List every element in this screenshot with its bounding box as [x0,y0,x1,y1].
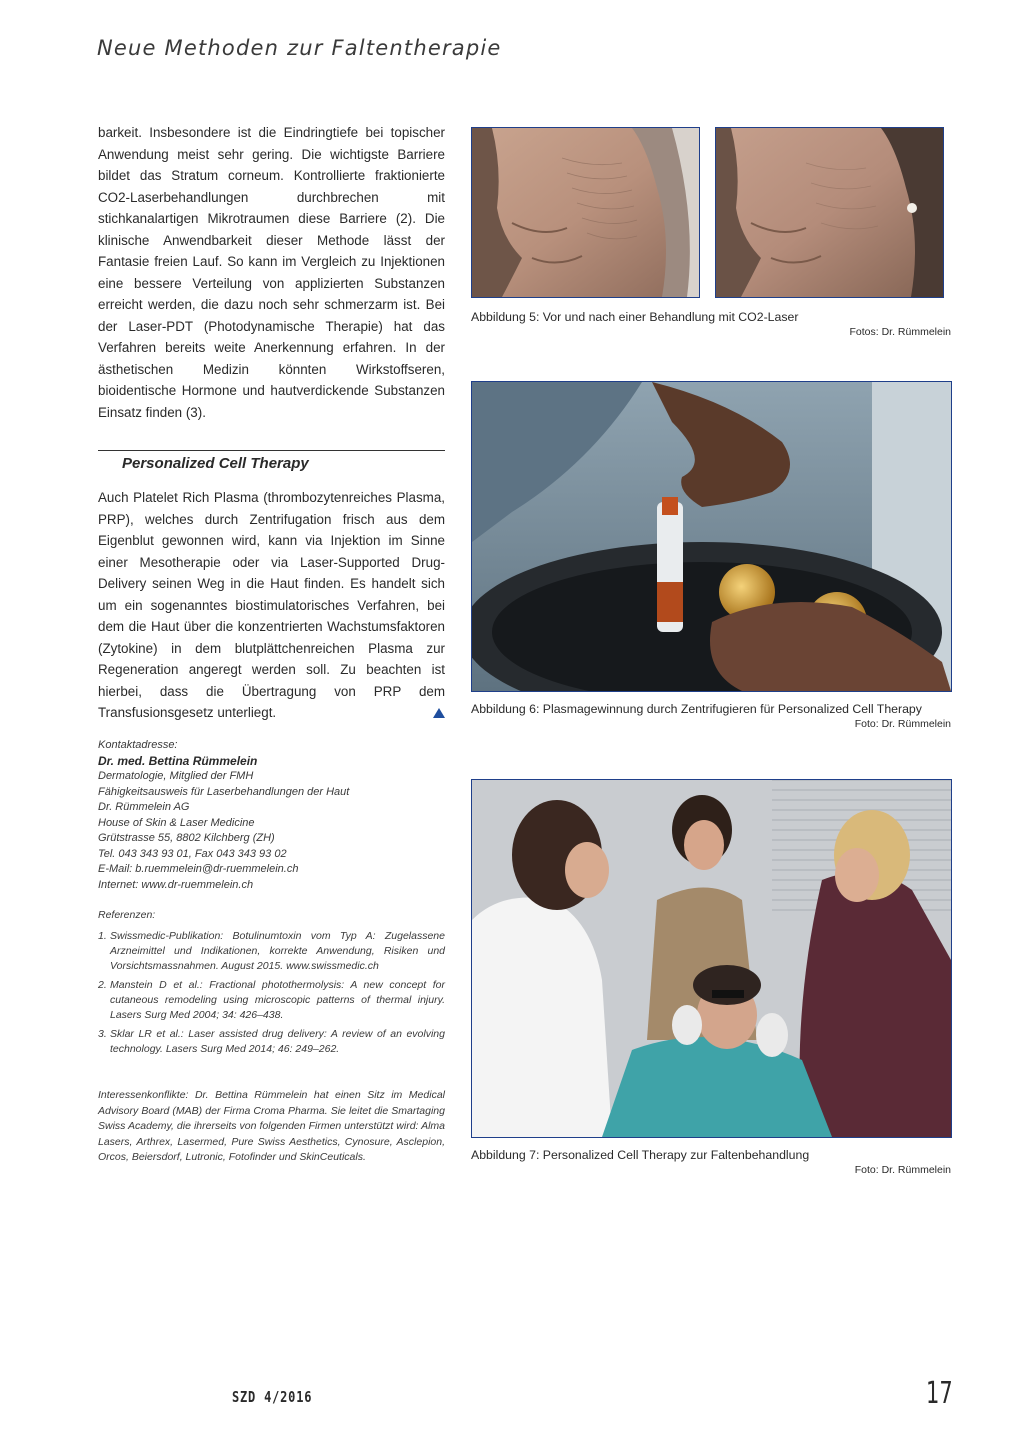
figure-7-credit: Foto: Dr. Rümmelein [854,1164,951,1176]
contact-label: Kontaktadresse: [98,739,178,751]
page-number: 17 [926,1376,953,1411]
section-paragraph-text: Auch Platelet Rich Plasma (thrombozytenreiches Plasma, PRP), welches durch Zentrifugation frisch aus dem Eigenblut gewonnen wird, kann via Injektion im Sinne einer Mesotherapie oder via Laser-Supported Drug-Delivery seinen Weg in die Haut finden. Es handelt sich um ein sogenanntes biostimulatorisches Verfahren, bei dem die Haut über die konzentrierten Wachstumsfaktoren (Zytokine) in dem blutplättchenreichen Plasma zur Regeneration angeregt werden soll. Zu beachten ist hierbei, dass die Übertragung von PRP dem Transfusionsgesetz unterliegt. [98,490,445,720]
figure-7-caption: Abbildung 7: Personalized Cell Therapy zur Faltenbehandlung [471,1148,810,1162]
left-column [98,122,445,423]
reference-number: 3. [98,1028,107,1040]
reference-item [98,929,445,974]
intro-paragraph: barkeit. Insbesondere ist die Eindringtiefe bei topischer Anwendung meist sehr gering. Die wichtigste Barriere bildet das Stratum corneum. Kontrollierte fraktionierte CO2-Laserbehandlungen durchbrechen mit stichkanalartigen Mikrotraumen diese Barriere (2). Die klinische Anwendbarkeit dieser Methode lässt der Fantasie freien Lauf. So kann im Vergleich zu Injektionen eine bessere Verteilung von applizierten Substanzen erreicht werden, die dazu noch sehr schmerzarm ist. Bei der Laser-PDT (Photodynamische Therapie) hat das Verfahren bereits weite Anerkennung erfahren. In der ästhetischen Medizin könnten Wirkstoffseren, bioidentische Hormone und hautverdickende Substanzen Einsatz finden (3). [98,125,445,420]
figure-7-photo [471,779,952,1138]
contact-website[interactable]: Internet: www.dr-ruemmelein.ch [98,878,254,891]
face-before-image [472,128,699,297]
figure-6-photo [471,381,952,692]
reference-number: 2. [98,979,107,991]
section-divider [98,450,445,451]
section-body [98,487,445,724]
reference-number: 1. [98,930,107,942]
centrifuge-image [472,382,951,691]
contact-line: Grütstrasse 55, 8802 Kilchberg (ZH) [98,832,275,844]
end-of-article-triangle-icon [433,708,445,718]
contact-line: Dermatologie, Mitglied der FMH [98,770,254,782]
contact-name: Dr. med. Bettina Rümmelein [98,753,258,768]
section-paragraph [98,487,445,724]
reference-item [98,1027,445,1057]
contact-line: Fähigkeitsausweis für Laserbehandlungen der Haut [98,785,350,798]
reference-text: Sklar LR et al.: Laser assisted drug delivery: A review of an evolving technology. Lasers Surg Med 2014; 46: 249–262. [110,1028,445,1055]
contact-line: Tel. 043 343 93 01, Fax 043 343 93 02 [98,847,287,860]
section-heading: Personalized Cell Therapy [122,455,309,472]
figure-5-after-photo [715,127,944,298]
contact-email[interactable]: E-Mail: b.ruemmelein@dr-ruemmelein.ch [98,863,299,875]
footer-issue: SZD 4/2016 [232,1388,313,1406]
figure-5-credit: Fotos: Dr. Rümmelein [849,326,951,338]
contact-block [98,738,445,893]
figure-5-caption: Abbildung 5: Vor und nach einer Behandlung mit CO2-Laser [471,310,799,324]
running-header: Neue Methoden zur Faltentherapie [97,36,502,60]
treatment-scene-image [472,780,951,1137]
reference-text: Swissmedic-Publikation: Botulinumtoxin vom Typ A: Zugelassene Arzneimittel und Indikationen, korrekte Anwendung, Risiken und Vorsichtsmassnahmen. August 2015. www.swissmedic.ch [110,930,445,972]
figure-5-before-photo [471,127,700,298]
figure-6-credit: Foto: Dr. Rümmelein [854,718,951,730]
references-list [98,929,445,1057]
contact-line: Dr. Rümmelein AG [98,801,190,813]
reference-text: Manstein D et al.: Fractional photothermolysis: A new concept for cutaneous remodeling using microscopic patterns of thermal injury. Lasers Surg Med 2004; 34: 426–438. [110,979,445,1021]
face-after-image [716,128,943,297]
references-block [98,908,445,1061]
reference-item [98,978,445,1023]
contact-line: House of Skin & Laser Medicine [98,816,255,829]
conflicts-of-interest: Interessenkonflikte: Dr. Bettina Rümmelein hat einen Sitz im Medical Advisory Board (MAB) der Firma Croma Pharma. Sie leitet die Smartaging Swiss Academy, die ihrerseits von folgenden Firmen unterstützt wird: Alma Lasers, Arthrex, Lasermed, Pure Swiss Aesthetics, Cynosure, Asclepion, Orcos, Beiersdorf, Lutronic, Fotofinder und SkinCeuticals. [98,1089,445,1163]
figure-6-caption: Abbildung 6: Plasmagewinnung durch Zentrifugieren für Personalized Cell Therapy [471,702,922,716]
references-label: Referenzen: [98,909,156,921]
